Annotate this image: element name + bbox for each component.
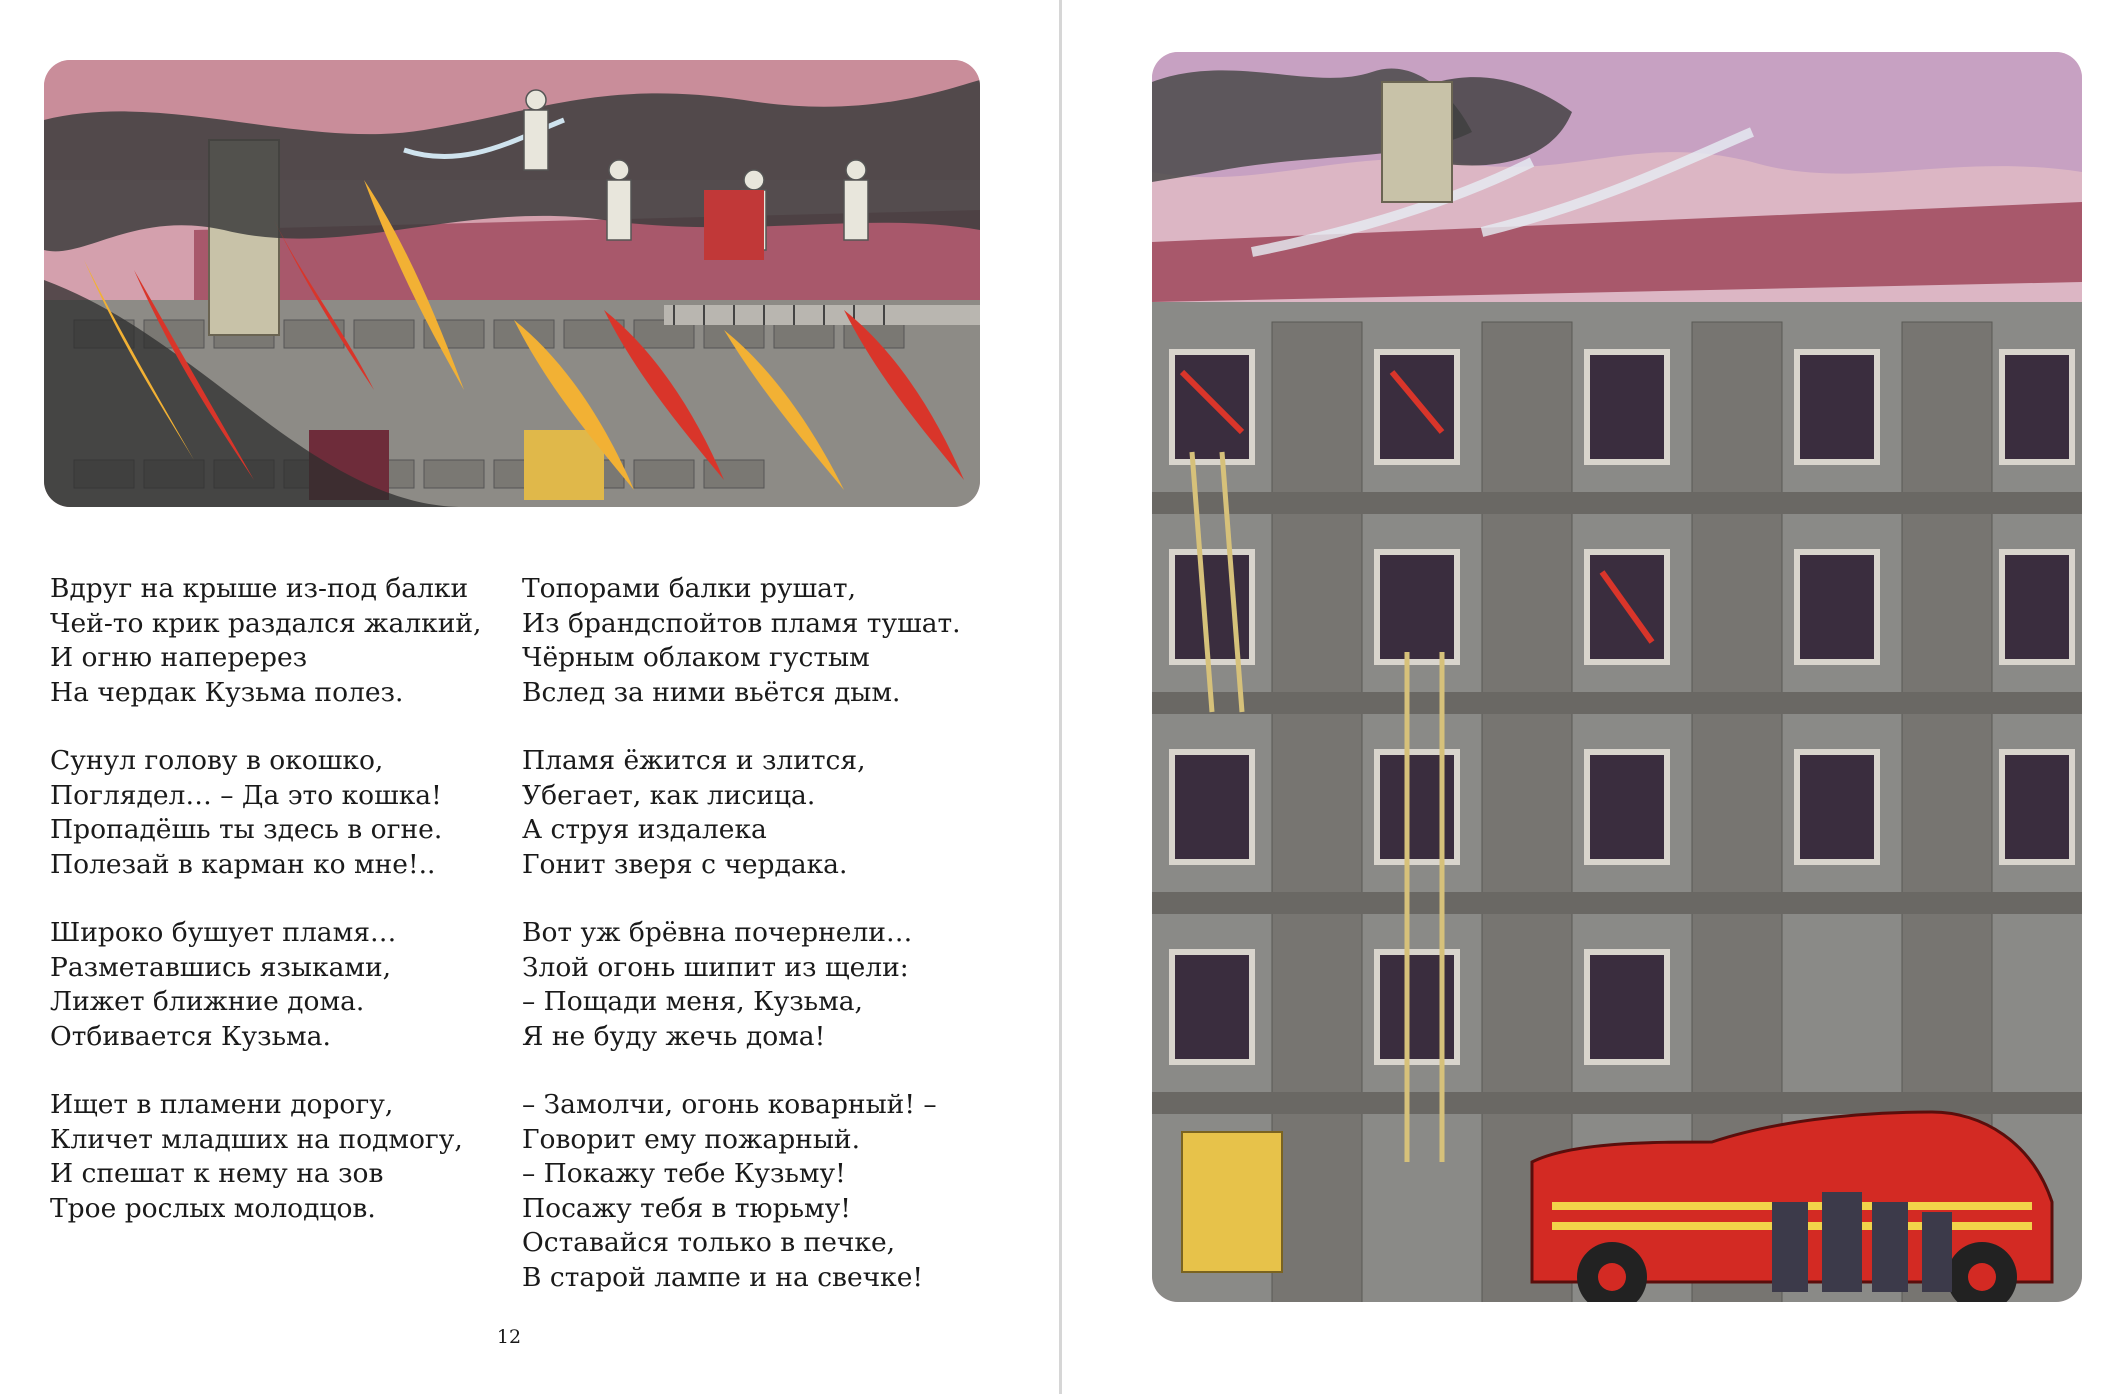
- verse-line: А струя издалека: [522, 814, 767, 845]
- verse-line: Вот уж брёвна почернели…: [522, 917, 913, 948]
- verse-line: Я не буду жечь дома!: [522, 1020, 826, 1052]
- stanza: [522, 572, 961, 710]
- verse-line: – Пощади меня, Кузьма,: [522, 986, 863, 1017]
- building-fire-illustration: [1152, 52, 2082, 1302]
- verse-line: Пламя ёжится и злится,: [522, 745, 866, 776]
- verse-line: И огню наперерез: [50, 642, 308, 673]
- verse-line: Говорит ему пожарный.: [522, 1123, 860, 1155]
- verse-line: Убегает, как лисица.: [522, 779, 816, 811]
- verse-line: Кличет младших на подмогу,: [50, 1123, 463, 1155]
- stanza: [50, 916, 481, 1054]
- stanza: [522, 1088, 961, 1295]
- verse-line: Разметавшись языками,: [50, 951, 392, 983]
- stanza: [50, 572, 481, 710]
- verse-line: Поглядел… – Да это кошка!: [50, 779, 442, 811]
- verse-line: Лижет ближние дома.: [50, 986, 365, 1017]
- verse-line: Сунул голову в окошко,: [50, 745, 384, 776]
- rooftop-fire-illustration: [44, 60, 980, 507]
- verse-line: – Покажу тебе Кузьму!: [522, 1158, 846, 1189]
- verse-line: И спешат к нему на зов: [50, 1158, 384, 1189]
- verse-line: Отбивается Кузьма.: [50, 1020, 331, 1052]
- verse-line: Оставайся только в печке,: [522, 1227, 896, 1258]
- stanza: [50, 1088, 481, 1226]
- stanza: [522, 744, 961, 882]
- verse-line: Злой огонь шипит из щели:: [522, 951, 909, 983]
- verse-line: Полезай в карман ко мне!..: [50, 848, 436, 880]
- verse-line: На чердак Кузьма полез.: [50, 676, 404, 708]
- verse-line: Гонит зверя с чердака.: [522, 848, 848, 880]
- verse-line: – Замолчи, огонь коварный! –: [522, 1089, 937, 1120]
- stanza: [522, 916, 961, 1054]
- page-number: 12: [496, 1326, 522, 1348]
- verse-line: Трое рослых молодцов.: [50, 1192, 376, 1224]
- verse-line: Из брандспойтов пламя тушат.: [522, 607, 961, 639]
- verse-line: Вслед за ними вьётся дым.: [522, 676, 901, 708]
- verse-line: Вдруг на крыше из-под балки: [50, 573, 469, 604]
- verse-line: Посажу тебя в тюрьму!: [522, 1192, 851, 1224]
- verse-line: Чёрным облаком густым: [522, 642, 870, 673]
- verse-column-1: [50, 572, 481, 1260]
- verse-line: Широко бушует пламя…: [50, 917, 397, 948]
- verse-line: Топорами балки рушат,: [522, 573, 857, 604]
- right-page: [1062, 0, 2115, 1394]
- verse-line: Ищет в пламени дорогу,: [50, 1089, 394, 1120]
- verse-column-2: [522, 572, 961, 1329]
- verse-line: Пропадёшь ты здесь в огне.: [50, 814, 443, 845]
- verse-line: Чей-то крик раздался жалкий,: [50, 607, 482, 639]
- verse-line: В старой лампе и на свечке!: [522, 1261, 924, 1293]
- stanza: [50, 744, 481, 882]
